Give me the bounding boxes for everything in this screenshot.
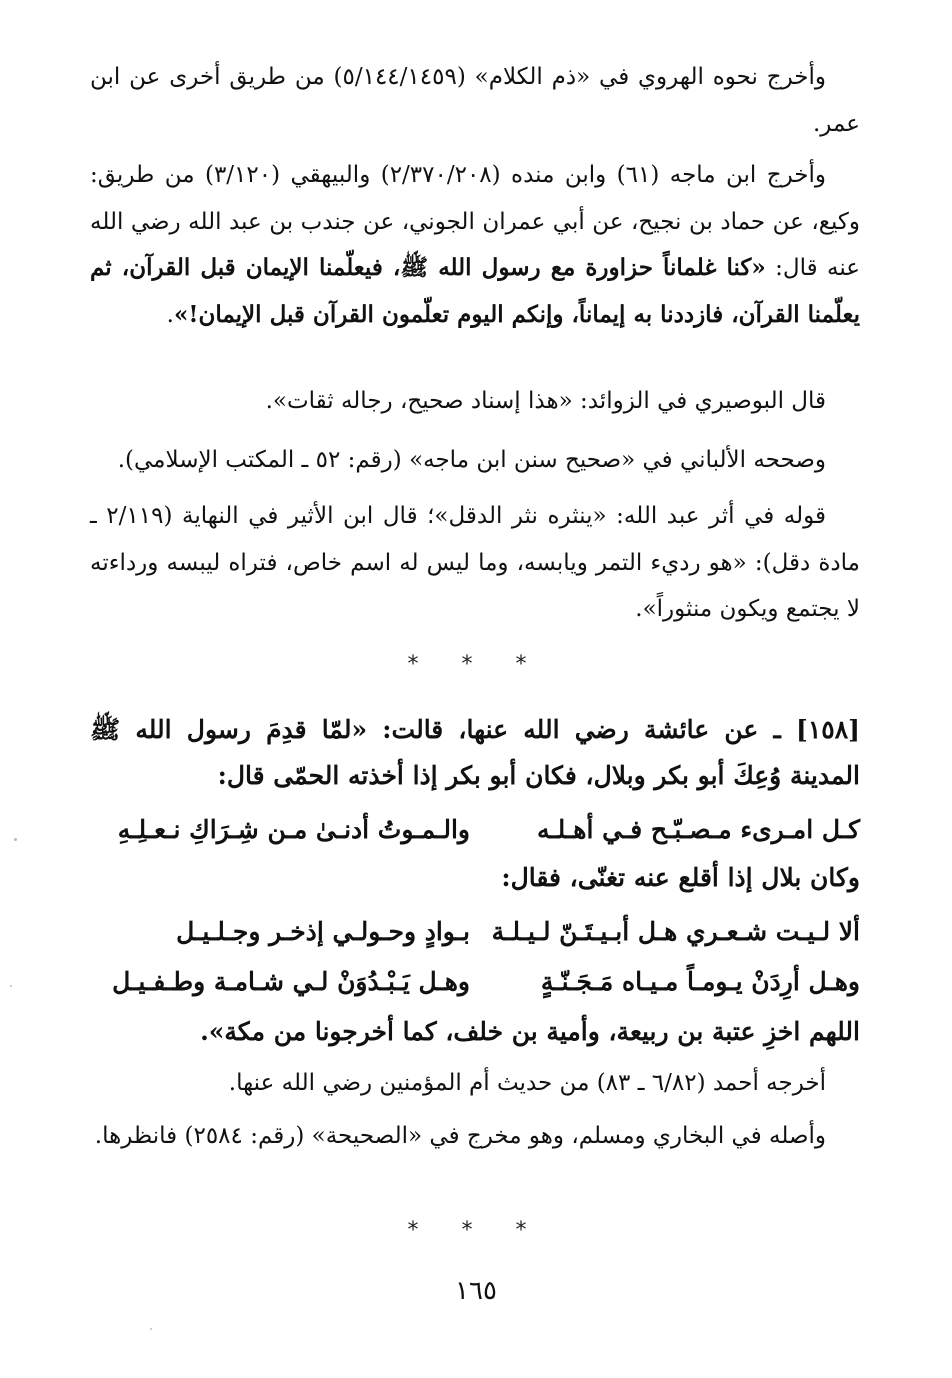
paragraph-end: . (166, 301, 174, 328)
verse-first-hemistich: ألا لـيـت شـعـري هـل أبـيـتَـنّ لـيـلـة (491, 917, 860, 946)
scan-speck (150, 1328, 152, 1330)
paragraph-text: أخرجه أحمد (٦/٨٢ ـ ٨٣) من حديث أم المؤمنين رضي الله عنها. (228, 1070, 826, 1096)
paragraph-harawi (90, 54, 860, 147)
paragraph-text: قال البوصيري في الزوائد: «هذا إسناد صحيح، رجاله ثقات». (265, 388, 826, 414)
scan-speck (14, 838, 17, 841)
verse-first-hemistich: كـل امـرىء مـصـبّـح فـي أهـلـه (536, 815, 860, 844)
verse-first-hemistich: وهـل أرِدَنْ يـومـاً مـيـاه مَـجَـنّـةٍ (540, 967, 860, 996)
verse-second-hemistich: بـوادٍ وحـولـي إذخـر وجـلـيـل (176, 917, 470, 946)
paragraph-ibn-athir (90, 493, 860, 633)
paragraph-text: وصححه الألباني في «صحيح سنن ابن ماجه» (رقم: ٥٢ ـ المكتب الإسلامي). (117, 447, 826, 473)
dua-line: اللهم اخزِ عتبة بن ربيعة، وأمية بن خلف، كما أخرجونا من مكة». (200, 1017, 860, 1046)
paragraph-text: قوله في أثر عبد الله: «ينثره نثر الدقل»؛ قال ابن الأثير في النهاية (٢/١١٩ ـ مادة دقل): «هو رديء التمر ويابسه، وما ليس له اسم خاص، فتراه ليبسه ورداءته لا يجتمع ويكون منثوراً». (90, 503, 860, 622)
verse-line (90, 808, 860, 852)
quote-text: «كنا غلماناً حزاورة مع رسول الله ﷺ، فيعلّمنا الإيمان قبل القرآن، ثم يعلّمنا القرآن، فازددنا به إيماناً، وإنكم اليوم تعلّمون القرآن قبل الإيمان!» (90, 254, 860, 328)
verse-second-hemistich: وهـل يَـبْـدُوَنْ لـي شـامـة وطـفـيـل (112, 967, 470, 996)
verse-line (90, 910, 860, 954)
paragraph-ahmad (90, 1060, 860, 1107)
section-separator: * * * (407, 652, 545, 677)
paragraph-text: وأخرج ابن ماجه (٦١) وابن منده (٢/٣٧٠/٢٠٨) والبيهقي (٣/١٢٠) من طريق: وكيع، عن حماد بن نجيح، عن أبي عمران الجوني، عن جندب بن عبد الله رضي الله عنه قال: (90, 162, 860, 281)
paragraph-text: وأخرج نحوه الهروي في «ذم الكلام» (٥/١٤٤/١٤٥٩) من طريق أخرى عن ابن عمر. (90, 64, 860, 137)
paragraph-text: وأصله في البخاري ومسلم، وهو مخرج في «الصحيحة» (رقم: ٢٥٨٤) فانظرها. (94, 1123, 826, 1149)
paragraph-sahiha (90, 1113, 860, 1160)
paragraph-busiri (90, 378, 860, 425)
hadith-heading: [١٥٨] ـ عن عائشة رضي الله عنها، قالت: «لمّا قدِمَ رسول الله ﷺ المدينة وُعِكَ أبو بكر وبلال، فكان أبو بكر إذا أخذته الحمّى قال: (90, 715, 860, 790)
bilal-intro: وكان بلال إذا أقلع عنه تغنّى، فقال: (501, 863, 860, 892)
paragraph-albani (90, 437, 860, 484)
verse-line (90, 960, 860, 1004)
scan-speck (10, 985, 12, 987)
verse-second-hemistich: والـمـوتُ أدنـىٰ مـن شِـرَاكِ نـعـلِـهِ (117, 815, 470, 844)
section-separator: * * * (407, 1218, 545, 1243)
paragraph-ibn-majah (90, 152, 860, 338)
page-number: ١٦٥ (455, 1276, 497, 1306)
